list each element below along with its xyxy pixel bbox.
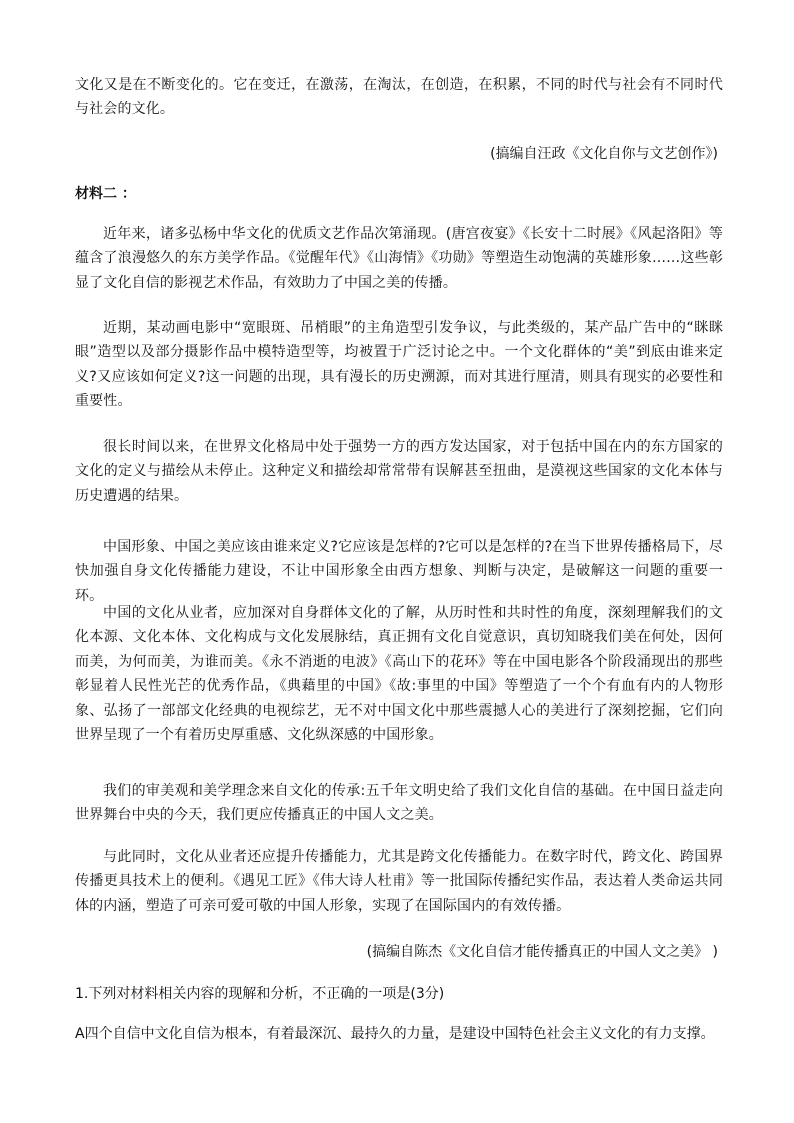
paragraph-6: 我们的审美观和美学理念来自文化的传承:五千年文明史给了我们文化自信的基础。在中国日益走向世界舞台中央的今天，我们更应传播真正的中国人文之美。: [75, 783, 723, 824]
paragraph-3: 很长时间以来，在世界文化格局中处于强势一方的西方发达国家，对于包括中国在内的东方国家的文化的定义与描绘从未停止。这种定义和描绘却常常带有误解甚至扭曲，是漠视这些国家的文化本体与历史遭遇的结果。: [75, 439, 723, 504]
paragraph-4: 中国形象、中国之美应该由谁来定义?它应该是怎样的?它可以是怎样的?在当下世界传播格局下，尽快加强自身文化传播能力建设，不让中国形象全由西方想象、判断与决定，是破解这一问题的重要一环。: [75, 539, 723, 604]
paragraph-7: 与此同时，文化从业者还应提升传播能力，尤其是跨文化传播能力。在数字时代，跨文化、跨国界传播更具技术上的便利。《遇见工匠》《伟大诗人杜甫》等一批国际传播纪实作品，表达着人类命运共同体的内涵，塑造了可亲可爱可敬的中国人形象，实现了在国际国内的有效传播。: [75, 849, 723, 914]
material-two-heading: 材料二 ：: [75, 186, 136, 202]
question-stem: 1.下列对材料相关内容的现解和分析，不正确的一项是(3分): [75, 986, 445, 1002]
paragraph-1: 近年来，诸多弘杨中华文化的优质文艺作品次第涌现。(唐宫夜宴》《长安十二时展》《风起洛阳》等蕴含了浪漫悠久的东方美学作品。《觉醒年代》《山海情》《功勋》等塑造生动饱满的英雄形象……这些彰显了文化自信的影视艺术作品，有效助力了中国之美的传播。: [75, 226, 723, 291]
material-two-source: (搞编自陈杰《文化自信才能传播真正的中国人文之美》 ): [366, 944, 718, 960]
paragraph-2: 近期，某动画电影中“宽眼斑、吊梢眼”的主角造型引发争议，与此类级的，某产品广告中的“眯眯眼”造型以及部分摄影作品中模特造型等，均被置于广泛讨论之中。一个文化群体的“美”到底由谁来定义?又应该如何定义?这一问题的出现，具有漫长的历史溯源，而对其进行厘清，则具有现实的必要性和重要性。: [75, 320, 723, 410]
paragraph-5: 中国的文化从业者，应加深对自身群体文化的了解，从历时性和共时性的角度，深刻理解我们的文化本源、文化本体、文化构成与文化发展脉结，真正拥有文化自觉意识，真切知晓我们美在何处，因何而美，为何而美，为谁而美。《永不消逝的电波》《高山下的花环》等在中国电影各个阶段涌现出的那些彰显着人民性光芒的优秀作品，《典藉里的中国》《故:事里的中国》等塑造了一个个有血有内的人物形象、弘扬了一部部文化经典的电视综艺，无不对中国文化中那些震撼人心的美进行了深刻挖掘，它们向世界呈现了一个有着历史厚重感、文化纵深感的中国形象。: [75, 605, 723, 744]
material-one-source: (搞编自汪政《文化自你与文艺创作》): [490, 146, 718, 162]
material-one-tail-paragraph: 文化又是在不断变化的。它在变迁，在激荡，在淘汰，在创造，在积累，不同的时代与社会有不同时代与社会的文化。: [75, 77, 723, 118]
question-option-a: A四个自信中文化自信为根本，有着最深沉、最持久的力量，是建设中国特色社会主义文化的有力支撑。: [75, 1026, 715, 1042]
